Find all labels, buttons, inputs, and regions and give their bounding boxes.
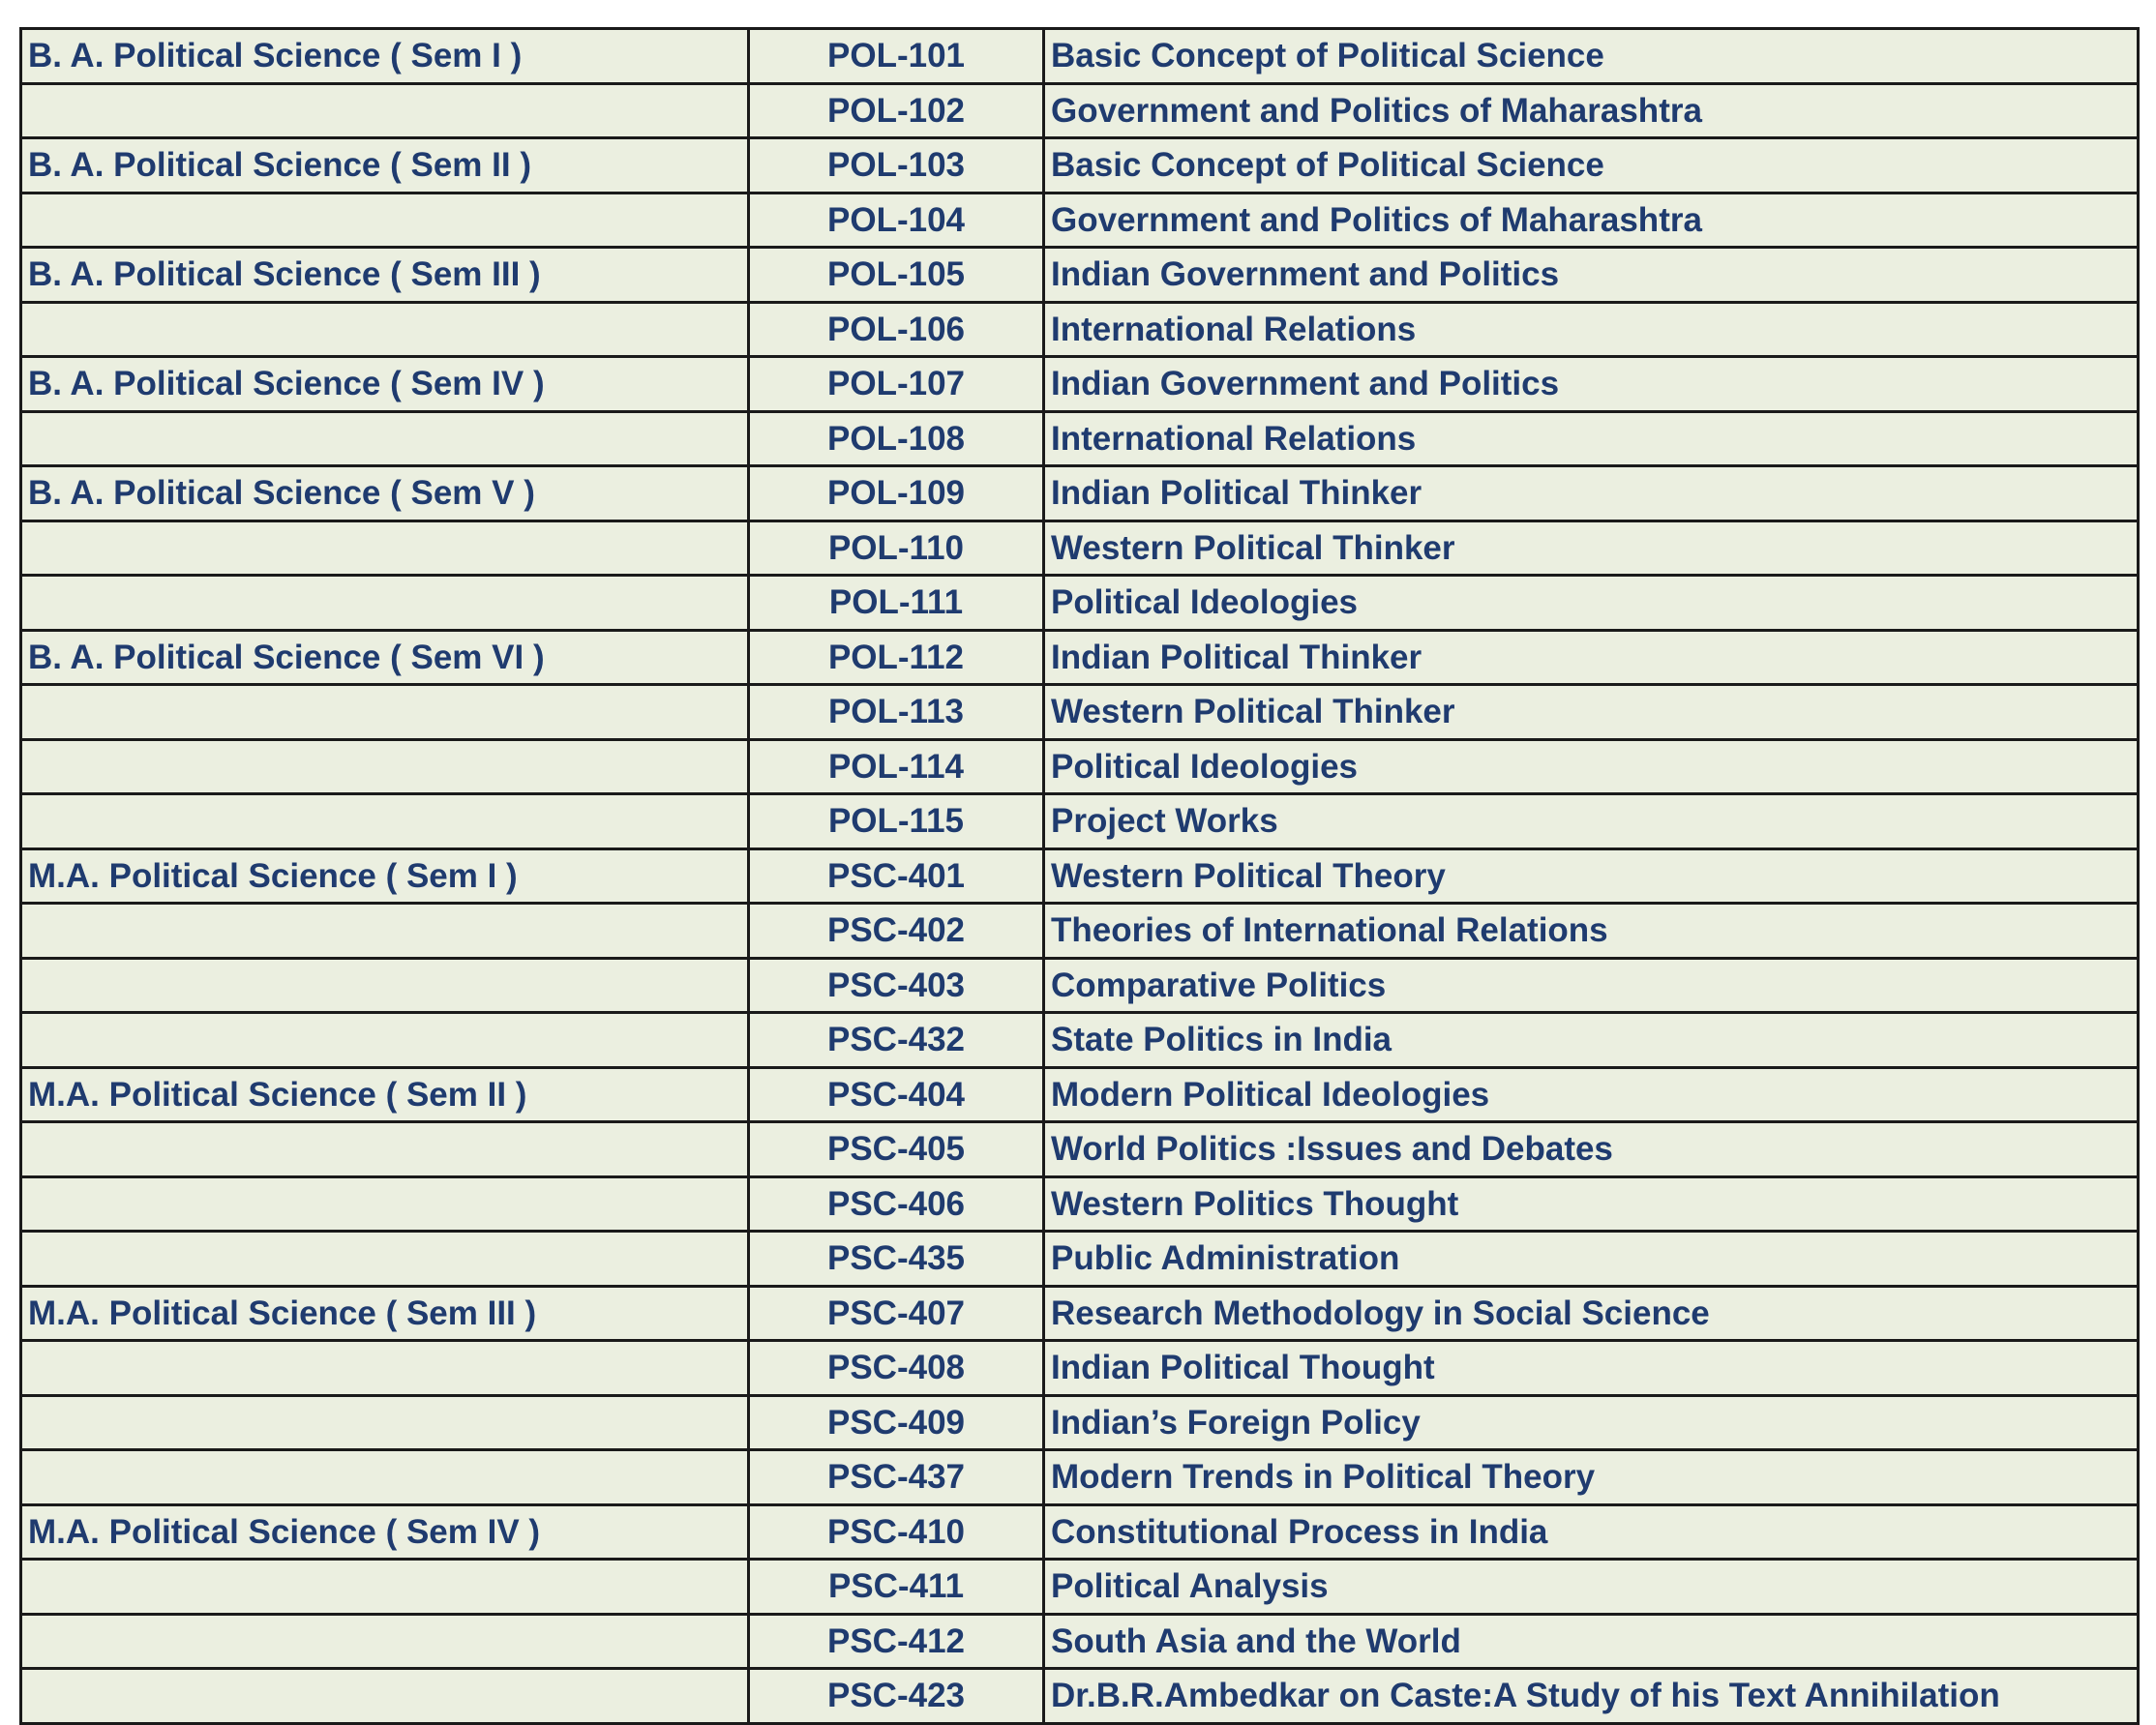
program-cell: [21, 1395, 749, 1450]
course-code-cell: PSC-435: [749, 1232, 1044, 1287]
table-row: [21, 958, 2139, 1013]
course-title-cell: Political Ideologies: [1044, 739, 2139, 794]
course-code-cell: PSC-410: [749, 1504, 1044, 1560]
course-code-cell: POL-111: [749, 576, 1044, 631]
course-title-cell: Basic Concept of Political Science: [1044, 29, 2139, 84]
table-row: [21, 248, 2139, 303]
course-title-cell: International Relations: [1044, 411, 2139, 466]
course-title-cell: Theories of International Relations: [1044, 904, 2139, 959]
table-row: [21, 904, 2139, 959]
program-cell: [21, 1560, 749, 1615]
table-row: [21, 1450, 2139, 1505]
program-cell: M.A. Political Science ( Sem IV ): [21, 1504, 749, 1560]
table-row: [21, 1286, 2139, 1341]
course-title-cell: Modern Political Ideologies: [1044, 1067, 2139, 1122]
program-cell: [21, 1614, 749, 1669]
course-code-cell: PSC-432: [749, 1013, 1044, 1068]
program-cell: [21, 520, 749, 576]
table-row: [21, 466, 2139, 521]
table-row: [21, 302, 2139, 357]
course-title-cell: Western Political Theory: [1044, 848, 2139, 904]
table-row: [21, 1341, 2139, 1396]
course-title-cell: Government and Politics of Maharashtra: [1044, 83, 2139, 138]
course-code-cell: POL-107: [749, 357, 1044, 412]
course-title-cell: Indian Political Thinker: [1044, 630, 2139, 685]
course-code-cell: POL-115: [749, 794, 1044, 849]
course-code-cell: PSC-437: [749, 1450, 1044, 1505]
program-cell: [21, 794, 749, 849]
table-row: [21, 83, 2139, 138]
course-title-cell: Western Political Thinker: [1044, 520, 2139, 576]
table-row: [21, 1122, 2139, 1177]
course-code-cell: POL-113: [749, 685, 1044, 740]
course-table-body: [21, 29, 2139, 1724]
table-row: [21, 1395, 2139, 1450]
program-cell: [21, 1013, 749, 1068]
program-cell: [21, 302, 749, 357]
program-cell: [21, 193, 749, 248]
course-title-cell: Modern Trends in Political Theory: [1044, 1450, 2139, 1505]
course-title-cell: Public Administration: [1044, 1232, 2139, 1287]
course-code-cell: POL-114: [749, 739, 1044, 794]
course-title-cell: Indian Government and Politics: [1044, 248, 2139, 303]
course-title-cell: Indian’s Foreign Policy: [1044, 1395, 2139, 1450]
course-code-cell: PSC-404: [749, 1067, 1044, 1122]
table-row: [21, 576, 2139, 631]
program-cell: B. A. Political Science ( Sem II ): [21, 138, 749, 193]
table-row: [21, 685, 2139, 740]
course-code-cell: POL-106: [749, 302, 1044, 357]
course-title-cell: Basic Concept of Political Science: [1044, 138, 2139, 193]
course-title-cell: Political Ideologies: [1044, 576, 2139, 631]
table-row: [21, 1614, 2139, 1669]
course-code-cell: PSC-423: [749, 1669, 1044, 1724]
table-row: [21, 1013, 2139, 1068]
course-code-cell: PSC-406: [749, 1176, 1044, 1232]
table-row: [21, 630, 2139, 685]
table-row: [21, 1504, 2139, 1560]
table-row: [21, 739, 2139, 794]
course-code-cell: PSC-408: [749, 1341, 1044, 1396]
course-code-cell: POL-102: [749, 83, 1044, 138]
course-table: [19, 27, 2140, 1725]
course-title-cell: Government and Politics of Maharashtra: [1044, 193, 2139, 248]
course-code-cell: PSC-405: [749, 1122, 1044, 1177]
course-title-cell: Indian Political Thought: [1044, 1341, 2139, 1396]
course-code-cell: PSC-401: [749, 848, 1044, 904]
program-cell: [21, 685, 749, 740]
course-title-cell: Political Analysis: [1044, 1560, 2139, 1615]
course-title-cell: Western Politics Thought: [1044, 1176, 2139, 1232]
program-cell: [21, 1176, 749, 1232]
course-title-cell: Dr.B.R.Ambedkar on Caste:A Study of his Text Annihilation: [1044, 1669, 2139, 1724]
program-cell: B. A. Political Science ( Sem III ): [21, 248, 749, 303]
program-cell: [21, 904, 749, 959]
course-code-cell: POL-105: [749, 248, 1044, 303]
table-row: [21, 1232, 2139, 1287]
program-cell: B. A. Political Science ( Sem IV ): [21, 357, 749, 412]
course-code-cell: PSC-402: [749, 904, 1044, 959]
course-code-cell: POL-112: [749, 630, 1044, 685]
course-title-cell: Indian Government and Politics: [1044, 357, 2139, 412]
course-title-cell: Constitutional Process in India: [1044, 1504, 2139, 1560]
table-row: [21, 1560, 2139, 1615]
course-code-cell: PSC-411: [749, 1560, 1044, 1615]
course-code-cell: PSC-403: [749, 958, 1044, 1013]
program-cell: [21, 1122, 749, 1177]
program-cell: [21, 1341, 749, 1396]
course-code-cell: POL-101: [749, 29, 1044, 84]
course-code-cell: POL-103: [749, 138, 1044, 193]
course-code-cell: POL-109: [749, 466, 1044, 521]
table-row: [21, 357, 2139, 412]
course-code-cell: POL-110: [749, 520, 1044, 576]
table-row: [21, 848, 2139, 904]
course-title-cell: International Relations: [1044, 302, 2139, 357]
course-code-cell: POL-108: [749, 411, 1044, 466]
course-title-cell: Research Methodology in Social Science: [1044, 1286, 2139, 1341]
program-cell: [21, 411, 749, 466]
table-row: [21, 193, 2139, 248]
table-row: [21, 520, 2139, 576]
program-cell: [21, 958, 749, 1013]
course-code-cell: PSC-407: [749, 1286, 1044, 1341]
course-code-cell: PSC-409: [749, 1395, 1044, 1450]
table-row: [21, 138, 2139, 193]
table-row: [21, 794, 2139, 849]
course-code-cell: POL-104: [749, 193, 1044, 248]
program-cell: B. A. Political Science ( Sem I ): [21, 29, 749, 84]
course-title-cell: World Politics :Issues and Debates: [1044, 1122, 2139, 1177]
table-row: [21, 1067, 2139, 1122]
program-cell: [21, 1450, 749, 1505]
course-code-cell: PSC-412: [749, 1614, 1044, 1669]
program-cell: M.A. Political Science ( Sem I ): [21, 848, 749, 904]
course-title-cell: Comparative Politics: [1044, 958, 2139, 1013]
table-row: [21, 1176, 2139, 1232]
program-cell: M.A. Political Science ( Sem II ): [21, 1067, 749, 1122]
course-title-cell: State Politics in India: [1044, 1013, 2139, 1068]
program-cell: B. A. Political Science ( Sem V ): [21, 466, 749, 521]
program-cell: [21, 576, 749, 631]
table-row: [21, 1669, 2139, 1724]
course-title-cell: South Asia and the World: [1044, 1614, 2139, 1669]
program-cell: M.A. Political Science ( Sem III ): [21, 1286, 749, 1341]
program-cell: [21, 83, 749, 138]
table-row: [21, 411, 2139, 466]
program-cell: [21, 1232, 749, 1287]
course-title-cell: Project Works: [1044, 794, 2139, 849]
program-cell: B. A. Political Science ( Sem VI ): [21, 630, 749, 685]
table-row: [21, 29, 2139, 84]
course-title-cell: Indian Political Thinker: [1044, 466, 2139, 521]
course-title-cell: Western Political Thinker: [1044, 685, 2139, 740]
program-cell: [21, 739, 749, 794]
program-cell: [21, 1669, 749, 1724]
